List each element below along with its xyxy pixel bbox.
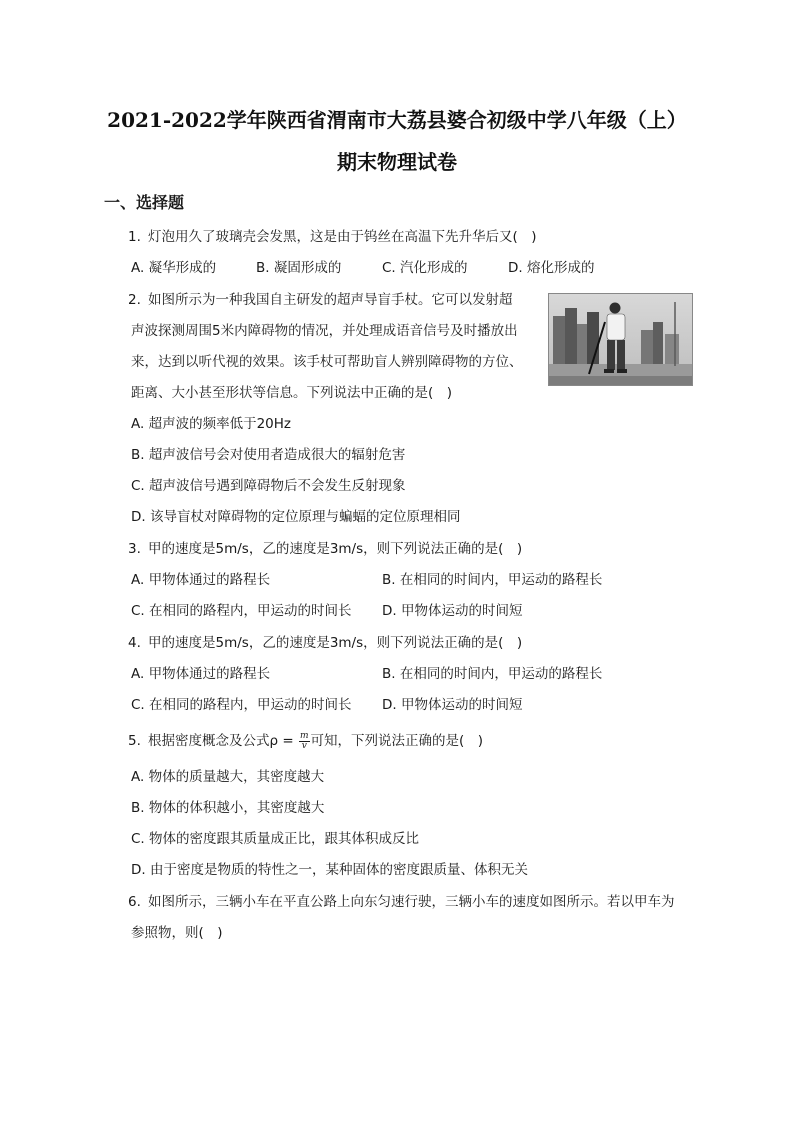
q3-option-a: A. 甲物体通过的路程长 [131,572,271,588]
fraction-numerator: m [299,730,309,741]
q2-option-d: D. 该导盲杖对障碍物的定位原理与蝙蝠的定位原理相同 [131,509,461,525]
q4-option-d: D. 甲物体运动的时间短 [382,697,523,713]
exam-title-line2: 期末物理试卷 [337,150,457,174]
fraction-denominator: v [301,740,307,751]
q4-option-b: B. 在相同的时间内，甲运动的路程长 [382,666,603,682]
q2-number: 2. [128,292,141,308]
photo-illustration [549,294,692,385]
q2-option-c: C. 超声波信号遇到障碍物后不会发生反射现象 [131,478,406,494]
q5-stem-pre: 根据密度概念及公式ρ = [148,733,298,749]
q6-number: 6. [128,894,141,910]
q5-number: 5. [128,733,141,749]
q5-option-c: C. 物体的密度跟其质量成正比，跟其体积成反比 [131,831,420,847]
q1-option-c: C. 汽化形成的 [382,260,468,276]
exam-title-line1: 2021-2022学年陕西省渭南市大荔县婆合初级中学八年级（上） [107,108,687,132]
q1-option-b: B. 凝固形成的 [256,260,342,276]
blind-cane-photo [548,293,693,386]
q1-option-d: D. 熔化形成的 [508,260,595,276]
density-fraction [299,732,310,751]
q1-stem: 灯泡用久了玻璃壳会发黑，这是由于钨丝在高温下先升华后又( ) [148,229,537,245]
section-heading: 一、选择题 [104,193,185,212]
q2-stem-line: 如图所示为一种我国自主研发的超声导盲手杖。它可以发射超 [148,292,513,308]
q2-stem-line: 来，达到以听代视的效果。该手杖可帮助盲人辨别障碍物的方位、 [131,354,523,370]
q3-option-d: D. 甲物体运动的时间短 [382,603,523,619]
q2-stem-line: 距离、大小甚至形状等信息。下列说法中正确的是( ) [131,385,453,401]
q4-number: 4. [128,635,141,651]
q3-stem: 甲的速度是5m/s，乙的速度是3m/s，则下列说法正确的是( ) [148,541,523,557]
q6-stem-line: 参照物，则( ) [131,925,223,941]
q5-option-b: B. 物体的体积越小，其密度越大 [131,800,325,816]
q3-option-c: C. 在相同的路程内，甲运动的时间长 [131,603,352,619]
q2-option-b: B. 超声波信号会对使用者造成很大的辐射危害 [131,447,406,463]
q2-option-a: A. 超声波的频率低于20Hz [131,416,291,432]
q6-stem-line: 如图所示，三辆小车在平直公路上向东匀速行驶，三辆小车的速度如图所示。若以甲车为 [148,894,675,910]
q5-option-a: A. 物体的质量越大，其密度越大 [131,769,325,785]
q2-stem-line: 声波探测周围5米内障碍物的情况，并处理成语音信号及时播放出 [131,323,518,339]
q4-option-a: A. 甲物体通过的路程长 [131,666,271,682]
q4-stem: 甲的速度是5m/s，乙的速度是3m/s，则下列说法正确的是( ) [148,635,523,651]
q1-option-a: A. 凝华形成的 [131,260,217,276]
q1-number: 1. [128,229,141,245]
q3-option-b: B. 在相同的时间内，甲运动的路程长 [382,572,603,588]
q5-stem [148,731,483,751]
q4-option-c: C. 在相同的路程内，甲运动的时间长 [131,697,352,713]
q3-number: 3. [128,541,141,557]
q5-stem-post: 可知，下列说法正确的是( ) [310,733,484,749]
q5-option-d: D. 由于密度是物质的特性之一，某种固体的密度跟质量、体积无关 [131,862,528,878]
